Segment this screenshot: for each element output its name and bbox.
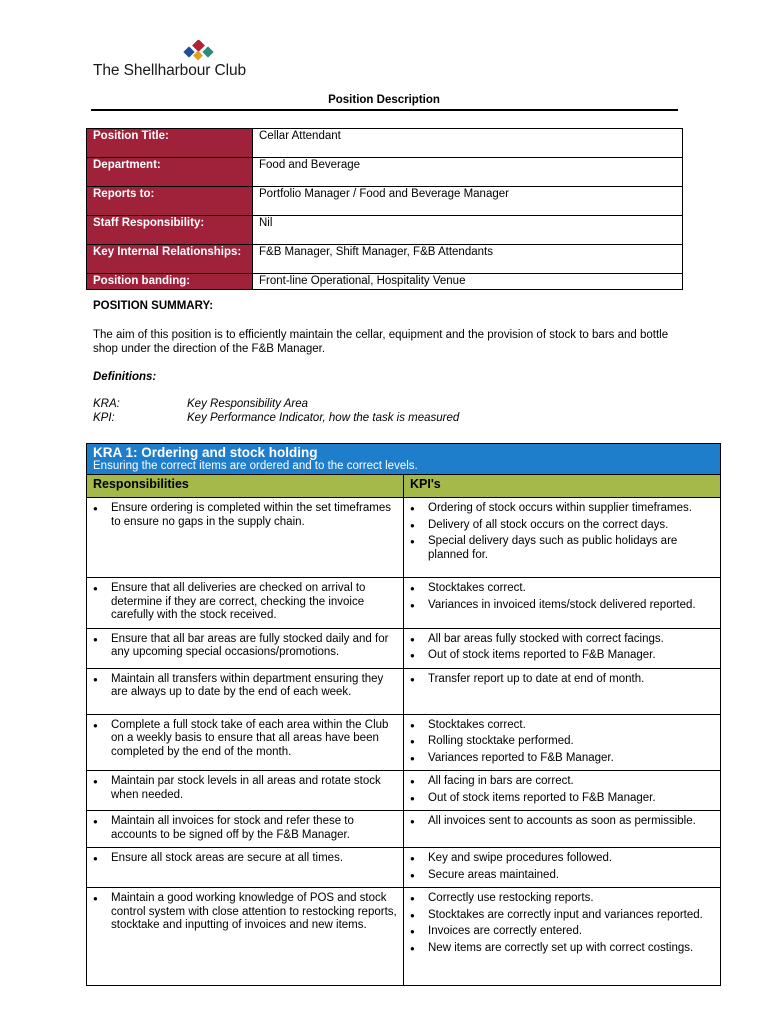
page-title: Position Description [328, 94, 440, 106]
responsibility-cell [87, 668, 404, 714]
list-item: ● Stocktakes correct. [410, 719, 716, 733]
list-item: ● Ensure ordering is completed within the set timeframes to ensure no gaps in the supply chain. [93, 502, 399, 529]
info-value: Cellar Attendant [253, 129, 683, 158]
responsibility-cell [87, 714, 404, 771]
list-item: ● Ensure all stock areas are secure at all times. [93, 852, 399, 866]
kpi-cell [404, 578, 721, 629]
list-item: ● Maintain a good working knowledge of POS and stock control system with close attention to restocking reports, stocktake and inputting of invoices and new items. [93, 892, 399, 933]
list-item: ● Variances in invoiced items/stock delivered reported. [410, 599, 716, 613]
list-item: ● Ensure that all bar areas are fully stocked daily and for any upcoming special occasions/promotions. [93, 633, 399, 660]
list-item: ● Invoices are correctly entered. [410, 925, 716, 939]
list-item: ● Maintain all transfers within department ensuring they are always up to date by the end of each week. [93, 673, 399, 700]
responsibility-cell [87, 771, 404, 811]
info-value: F&B Manager, Shift Manager, F&B Attendants [253, 245, 683, 274]
list-item: ● All bar areas fully stocked with correct facings. [410, 633, 716, 647]
info-row [87, 158, 683, 187]
table-row [87, 848, 721, 888]
info-row [87, 129, 683, 158]
list-item: ● Key and swipe procedures followed. [410, 852, 716, 866]
kpi-cell [404, 888, 721, 986]
list-item: ● Rolling stocktake performed. [410, 735, 716, 749]
kpi-cell [404, 668, 721, 714]
table-row [87, 498, 721, 578]
list-item: ● Secure areas maintained. [410, 869, 716, 883]
list-item: ● Stocktakes correct. [410, 582, 716, 596]
info-label: Position Title: [87, 129, 253, 158]
info-value: Front-line Operational, Hospitality Venue [253, 274, 683, 290]
info-label: Reports to: [87, 187, 253, 216]
club-logo [92, 40, 246, 82]
list-item: ● Correctly use restocking reports. [410, 892, 716, 906]
info-row [87, 187, 683, 216]
list-item: ● Stocktakes are correctly input and variances reported. [410, 909, 716, 923]
list-item: ● Out of stock items reported to F&B Manager. [410, 792, 716, 806]
table-row [87, 578, 721, 629]
kpi-cell [404, 848, 721, 888]
info-label: Department: [87, 158, 253, 187]
position-info-table [86, 128, 683, 290]
info-value: Food and Beverage [253, 158, 683, 187]
definition-term: KPI: [93, 412, 115, 424]
kpi-cell [404, 628, 721, 668]
list-item: ● Complete a full stock take of each area within the Club on a weekly basis to ensure that all areas have been completed by the end of the month. [93, 719, 399, 760]
table-row [87, 811, 721, 848]
definition-term: KRA: [93, 398, 120, 410]
info-label: Key Internal Relationships: [87, 245, 253, 274]
kpi-cell [404, 811, 721, 848]
title-divider [91, 109, 678, 111]
logo-text: The Shellharbour Club [93, 62, 246, 79]
info-value: Nil [253, 216, 683, 245]
responsibility-cell [87, 811, 404, 848]
list-item: ● Maintain par stock levels in all areas and rotate stock when needed. [93, 775, 399, 802]
list-item: ● Special delivery days such as public holidays are planned for. [410, 535, 716, 562]
info-row [87, 245, 683, 274]
table-row [87, 714, 721, 771]
kpi-cell [404, 771, 721, 811]
list-item: ● Variances reported to F&B Manager. [410, 752, 716, 766]
definition-kra [93, 398, 308, 410]
definition-meaning: Key Responsibility Area [187, 398, 309, 410]
responsibility-cell [87, 848, 404, 888]
summary-heading: POSITION SUMMARY: [93, 300, 214, 312]
kpis-column-header: KPI's [404, 475, 721, 498]
list-item: ● Delivery of all stock occurs on the correct days. [410, 519, 716, 533]
responsibilities-column-header: Responsibilities [87, 475, 404, 498]
info-row [87, 216, 683, 245]
kra-table [86, 443, 721, 986]
list-item: ● Maintain all invoices for stock and refer these to accounts to be signed off by the F&B Manager. [93, 815, 399, 842]
list-item: ● All facing in bars are correct. [410, 775, 716, 789]
kpi-cell [404, 714, 721, 771]
kpi-cell [404, 498, 721, 578]
responsibility-cell [87, 888, 404, 986]
definitions-heading: Definitions: [93, 371, 157, 383]
summary-text: The aim of this position is to efficiently maintain the cellar, equipment and the provision of stock to bars and bottle shop under the direction of the F&B Manager. [93, 329, 669, 355]
info-row [87, 274, 683, 290]
diamond-logo-icon [180, 40, 220, 62]
list-item: ● Transfer report up to date at end of month. [410, 673, 716, 687]
table-row [87, 771, 721, 811]
info-label: Staff Responsibility: [87, 216, 253, 245]
definition-meaning: Key Performance Indicator, how the task is measured [187, 412, 460, 424]
table-row [87, 888, 721, 986]
info-value: Portfolio Manager / Food and Beverage Manager [253, 187, 683, 216]
list-item: ● Ordering of stock occurs within supplier timeframes. [410, 502, 716, 516]
info-label: Position banding: [87, 274, 253, 290]
kra-title: KRA 1: Ordering and stock holding [93, 445, 318, 460]
responsibility-cell [87, 498, 404, 578]
kra-subtitle: Ensuring the correct items are ordered and to the correct levels. [93, 460, 418, 472]
list-item: ● All invoices sent to accounts as soon as permissible. [410, 815, 716, 829]
list-item: ● New items are correctly set up with correct costings. [410, 942, 716, 956]
kra-header-row [87, 444, 721, 475]
responsibility-cell [87, 578, 404, 629]
definition-kpi [93, 412, 459, 424]
list-item: ● Out of stock items reported to F&B Manager. [410, 649, 716, 663]
responsibility-cell [87, 628, 404, 668]
table-row [87, 628, 721, 668]
table-row [87, 668, 721, 714]
kra-column-header-row [87, 475, 721, 498]
list-item: ● Ensure that all deliveries are checked on arrival to determine if they are correct, checking the invoice carefully with the stock received. [93, 582, 399, 623]
